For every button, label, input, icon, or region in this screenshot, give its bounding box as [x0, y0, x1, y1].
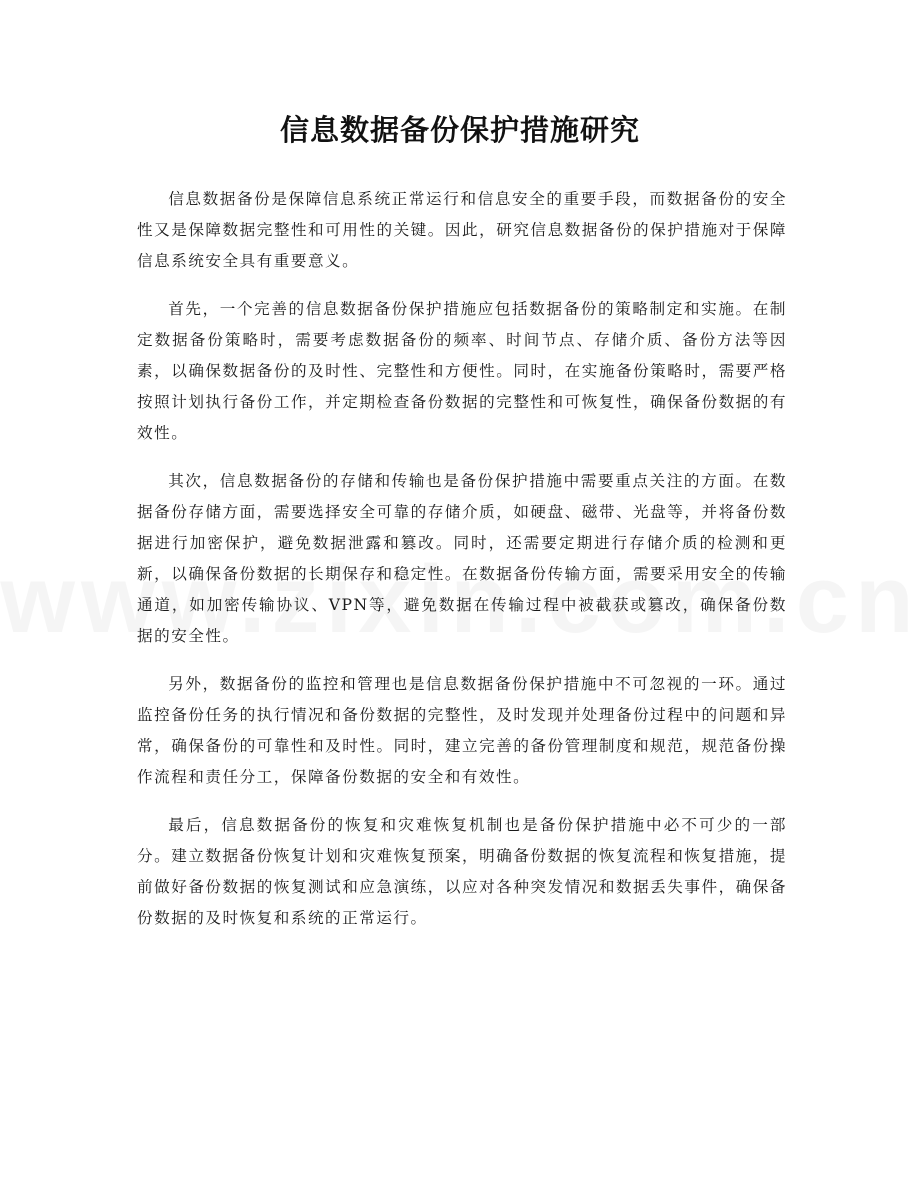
paragraph-strategy: 首先，一个完善的信息数据备份保护措施应包括数据备份的策略制定和实施。在制定数据备份策略时，需要考虑数据备份的频率、时间节点、存储介质、备份方法等因素，以确保数据备份的及时性、完整性和方便性。同时，在实施备份策略时，需要严格按照计划执行备份工作，并定期检查备份数据的完整性和可恢复性，确保备份数据的有效性。: [137, 300, 787, 442]
document-body: [137, 184, 787, 951]
paragraph-monitoring: 另外，数据备份的监控和管理也是信息数据备份保护措施中不可忽视的一环。通过监控备份任务的执行情况和备份数据的完整性，及时发现并处理备份过程中的问题和异常，确保备份的可靠性和及时性。同时，建立完善的备份管理制度和规范，规范备份操作流程和责任分工，保障备份数据的安全和有效性。: [137, 675, 787, 786]
paragraph-intro: 信息数据备份是保障信息系统正常运行和信息安全的重要手段，而数据备份的安全性又是保障数据完整性和可用性的关键。因此，研究信息数据备份的保护措施对于保障信息系统安全具有重要意义。: [137, 190, 787, 270]
page-title: 信息数据备份保护措施研究: [279, 113, 640, 147]
paragraph-recovery: 最后，信息数据备份的恢复和灾难恢复机制也是备份保护措施中必不可少的一部分。建立数据备份恢复计划和灾难恢复预案，明确备份数据的恢复流程和恢复措施，提前做好备份数据的恢复测试和应急演练，以应对各种突发情况和数据丢失事件，确保备份数据的及时恢复和系统的正常运行。: [137, 816, 787, 927]
paragraph-storage-transmission: 其次，信息数据备份的存储和传输也是备份保护措施中需要重点关注的方面。在数据备份存储方面，需要选择安全可靠的存储介质，如硬盘、磁带、光盘等，并将备份数据进行加密保护，避免数据泄露和篡改。同时，还需要定期进行存储介质的检测和更新，以确保备份数据的长期保存和稳定性。在数据备份传输方面，需要采用安全的传输通道，如加密传输协议、VPN等，避免数据在传输过程中被截获或篡改，确保备份数据的安全性。: [137, 472, 787, 645]
